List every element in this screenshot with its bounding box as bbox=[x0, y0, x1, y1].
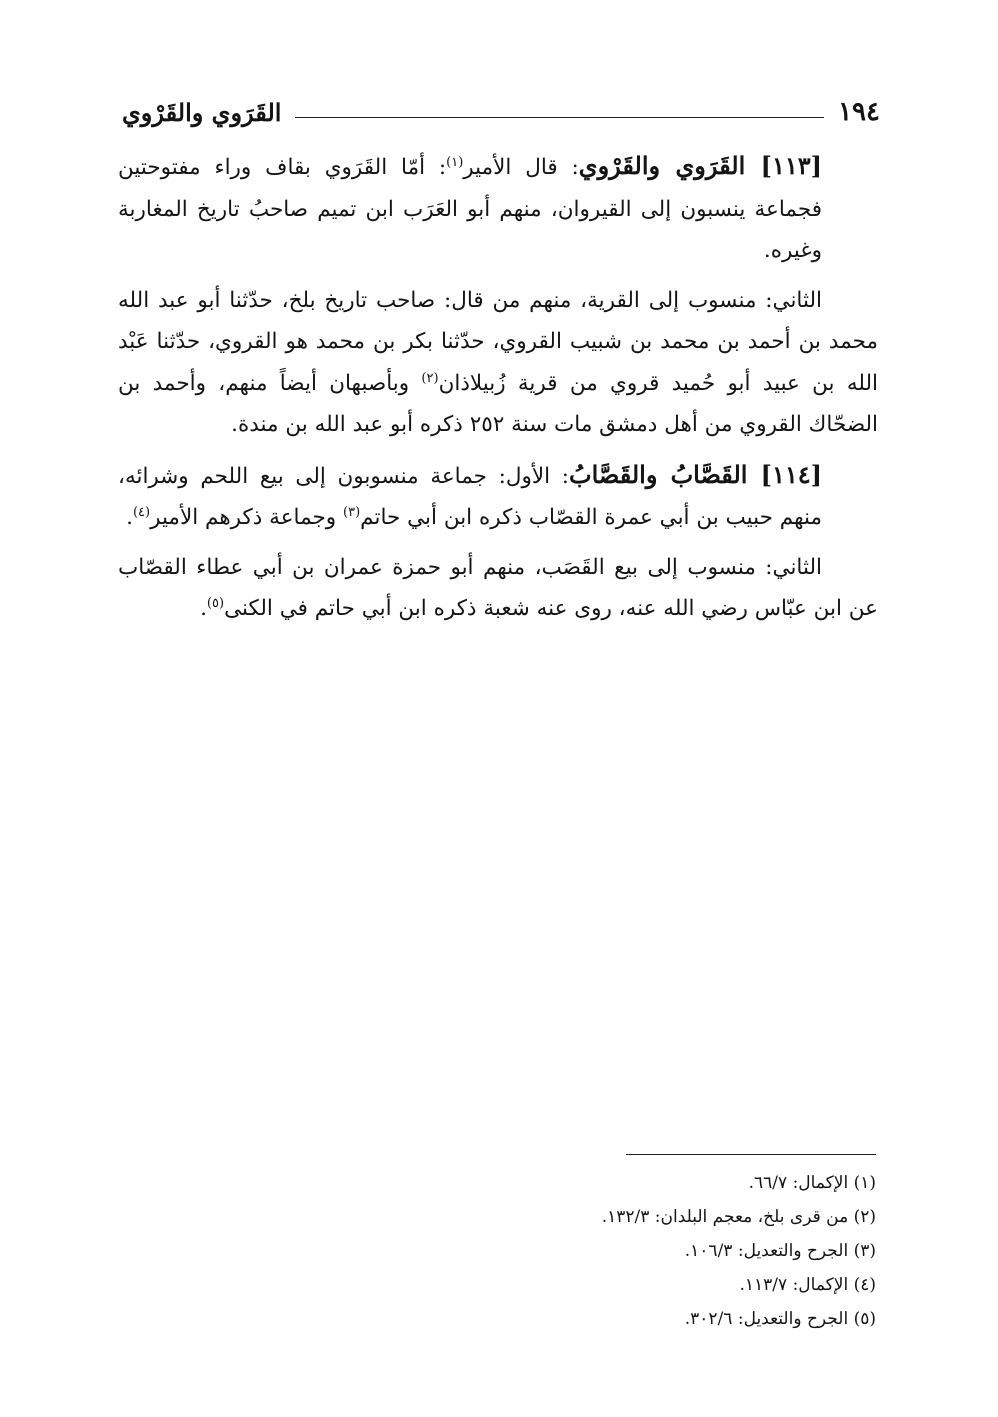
paragraph-text: . bbox=[126, 505, 133, 530]
footnotes-list bbox=[176, 1166, 876, 1336]
body-paragraph bbox=[118, 280, 878, 446]
footnote-marker[interactable]: (٣) bbox=[343, 504, 361, 520]
footnote-item: (٣) الجرح والتعديل: ١٠٦/٣. bbox=[684, 1241, 876, 1261]
running-title: القَرَوي والقَرْوي bbox=[122, 97, 282, 127]
footnote-item: (٢) من قرى بلخ، معجم البلدان: ١٣٢/٣. bbox=[601, 1207, 876, 1227]
paragraph-text: : الأول: جماعة منسوبون إلى بيع اللحم وشرائه، منهم حبيب بن أبي عمرة القصّاب ذكره ابن أبي حاتم bbox=[118, 463, 822, 530]
paragraph-text: . bbox=[200, 596, 207, 621]
running-header bbox=[122, 92, 880, 132]
paragraph-text: وبأصبهان أيضاً منهم، وأحمد بن الضحّاك القروي من أهل دمشق مات سنة ٢٥٢ ذكره أبو عبد الله بن مندة. bbox=[118, 370, 878, 437]
footnote-item: (٤) الإكمال: ١١٣/٧. bbox=[739, 1275, 876, 1295]
footnote-marker[interactable]: (٢) bbox=[421, 370, 439, 386]
footnote-separator bbox=[626, 1154, 876, 1155]
footnote-marker[interactable]: (٥) bbox=[206, 595, 225, 611]
footnote-item: (١) الإكمال: ٦٦/٧. bbox=[748, 1173, 876, 1193]
body-paragraph bbox=[118, 547, 878, 630]
entry-paragraph bbox=[118, 454, 878, 539]
paragraph-text: الثاني: منسوب إلى القرية، منهم من قال: صاحب تاريخ بلخ، حدّثنا أبو عبد الله محمد بن أحمد بن محمد بن شبيب القروي، حدّثنا بكر بن محمد هو القروي، حدّثنا عَبْد الله بن عبيد أبو حُميد قروي من قرية زُبيلاذان bbox=[118, 287, 878, 396]
entry-paragraph bbox=[118, 145, 878, 272]
entry-heading: [١١٣] القَرَوي والقَرْوي bbox=[578, 151, 822, 180]
page-number: ١٩٤ bbox=[838, 97, 880, 127]
paragraph-text: الثاني: منسوب إلى بيع القَصَب، منهم أبو حمزة عمران بن أبي عطاء القصّاب عن ابن عبّاس رضي الله عنه، روى عنه شعبة ذكره ابن أبي حاتم في الكنى bbox=[118, 554, 878, 621]
paragraph-text: : قال الأمير bbox=[463, 155, 579, 180]
paragraph-text: : أمّا القَرَوي بقاف وراء مفتوحتين فجماعة ينسبون إلى القيروان، منهم أبو العَرَب ابن تميم صاحبُ تاريخ المغاربة وغيره. bbox=[118, 155, 822, 263]
paragraph-text: وجماعة ذكرهم الأمير bbox=[150, 505, 344, 530]
entry-heading: [١١٤] القَصَّابُ والقَصَّابُ bbox=[568, 459, 822, 489]
footnote-marker[interactable]: (٤) bbox=[132, 504, 151, 520]
footnote-marker[interactable]: (١) bbox=[446, 154, 464, 170]
body-text bbox=[118, 145, 878, 638]
footnote-item: (٥) الجرح والتعديل: ٣٠٢/٦. bbox=[684, 1309, 876, 1329]
header-rule bbox=[295, 117, 824, 118]
